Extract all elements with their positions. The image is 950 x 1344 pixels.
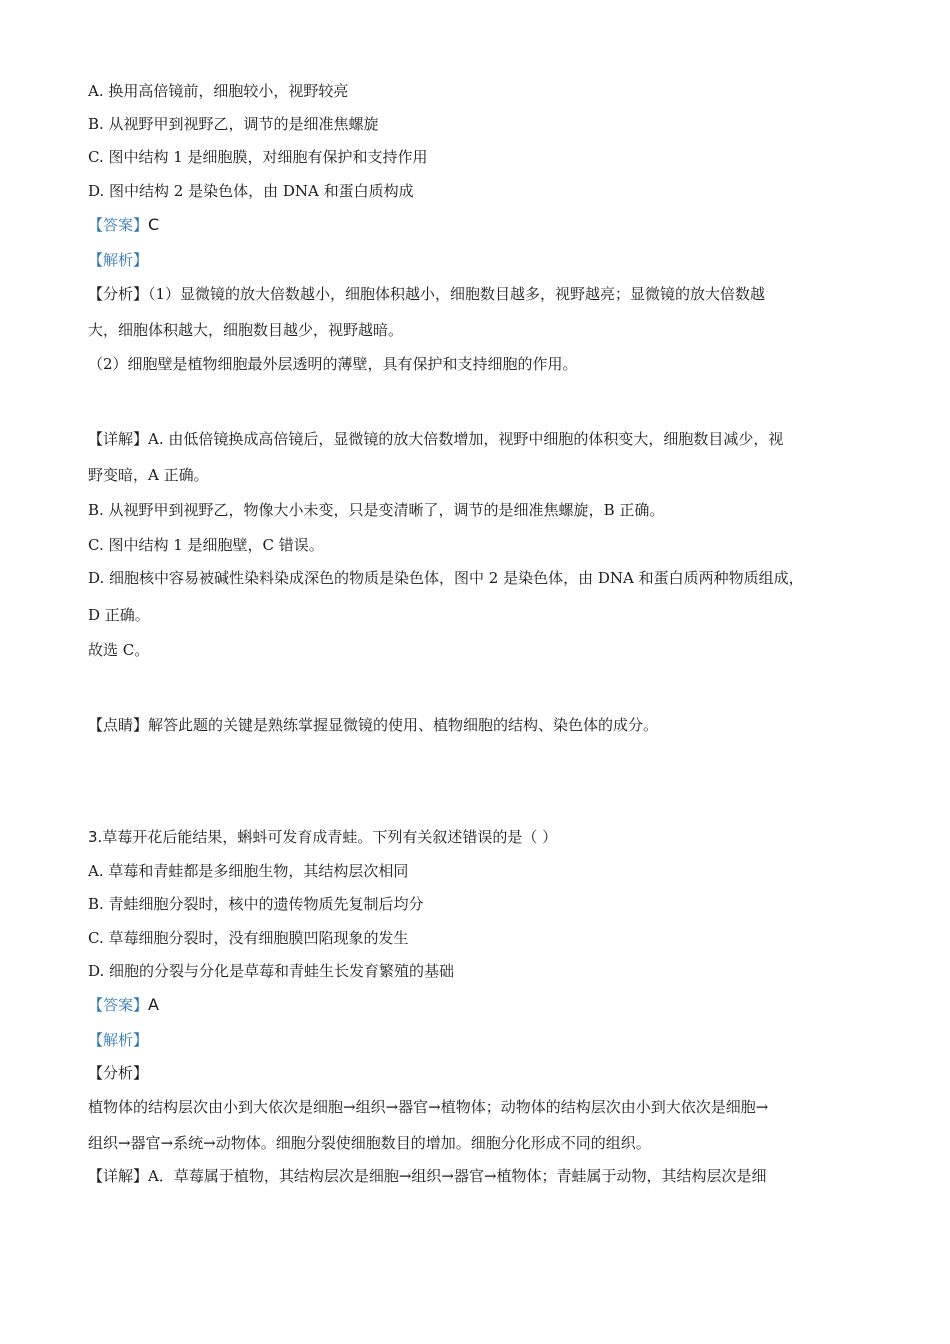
q3-analysis-tag: 【解析】: [88, 1031, 149, 1049]
q3-option-d: D. 细胞的分裂与分化是草莓和青蛙生长发育繁殖的基础: [88, 962, 455, 980]
q3-fenxi-line-1: 植物体的结构层次由小到大依次是细胞→组织→器官→植物体；动物体的结构层次由小到大依次是细胞→: [88, 1098, 769, 1116]
q3-fenxi-tag: 【分析】: [88, 1064, 149, 1082]
q3-answer-value: A: [148, 995, 159, 1014]
q2-answer-tag: 【答案】: [88, 216, 149, 234]
q2-xiangjie-line-3: B. 从视野甲到视野乙，物像大小未变，只是变清晰了，调节的是细准焦螺旋，B 正确。: [88, 501, 665, 519]
q3-option-a: A. 草莓和青蛙都是多细胞生物，其结构层次相同: [88, 862, 409, 880]
q3-answer-line: [88, 995, 159, 1015]
q2-fenxi-line-2: 大，细胞体积越大，细胞数目越少，视野越暗。: [88, 321, 404, 339]
q2-option-d: D. 图中结构 2 是染色体，由 DNA 和蛋白质构成: [88, 182, 414, 200]
q2-option-b: B. 从视野甲到视野乙，调节的是细准焦螺旋: [88, 115, 379, 133]
q2-answer-line: [88, 215, 159, 235]
q2-fenxi-line-3: （2）细胞壁是植物细胞最外层透明的薄壁，具有保护和支持细胞的作用。: [88, 355, 578, 373]
q2-analysis-tag: 【解析】: [88, 251, 149, 269]
q2-xiangjie-line-2: 野变暗，A 正确。: [88, 466, 209, 484]
q3-xiangjie-line-1: 【详解】A．草莓属于植物，其结构层次是细胞→组织→器官→植物体；青蛙属于动物，其结构层次是细: [88, 1167, 767, 1185]
q3-option-c: C. 草莓细胞分裂时，没有细胞膜凹陷现象的发生: [88, 929, 409, 947]
q2-option-c: C. 图中结构 1 是细胞膜，对细胞有保护和支持作用: [88, 148, 428, 166]
q2-xiangjie-line-7: 故选 C。: [88, 641, 150, 659]
q3-stem-line: [88, 827, 557, 847]
q3-option-b: B. 青蛙细胞分裂时，核中的遗传物质先复制后均分: [88, 895, 424, 913]
q2-dianjing: 【点睛】解答此题的关键是熟练掌握显微镜的使用、植物细胞的结构、染色体的成分。: [88, 716, 659, 734]
q3-answer-tag: 【答案】: [88, 996, 149, 1014]
q2-option-a: A. 换用高倍镜前，细胞较小，视野较亮: [88, 82, 349, 100]
q2-xiangjie-line-5: D. 细胞核中容易被碱性染料染成深色的物质是染色体，图中 2 是染色体，由 DNA 和蛋白质两种物质组成，: [88, 569, 804, 587]
q2-answer-value: C: [148, 215, 160, 234]
q2-xiangjie-line-6: D 正确。: [88, 606, 150, 624]
q3-number: 3.: [88, 828, 103, 846]
q3-stem: 草莓开花后能结果，蝌蚪可发育成青蛙。下列有关叙述错误的是（ ）: [102, 828, 558, 846]
q2-fenxi-line-1: 【分析】（1）显微镜的放大倍数越小，细胞体积越小，细胞数目越多，视野越亮；显微镜的放大倍数越: [88, 285, 766, 303]
q2-xiangjie-line-1: 【详解】A. 由低倍镜换成高倍镜后，显微镜的放大倍数增加，视野中细胞的体积变大，细胞数目减少，视: [88, 430, 784, 448]
q2-xiangjie-line-4: C. 图中结构 1 是细胞壁，C 错误。: [88, 536, 324, 554]
q3-fenxi-line-2: 组织→器官→系统→动物体。细胞分裂使细胞数目的增加。细胞分化形成不同的组织。: [88, 1134, 651, 1152]
